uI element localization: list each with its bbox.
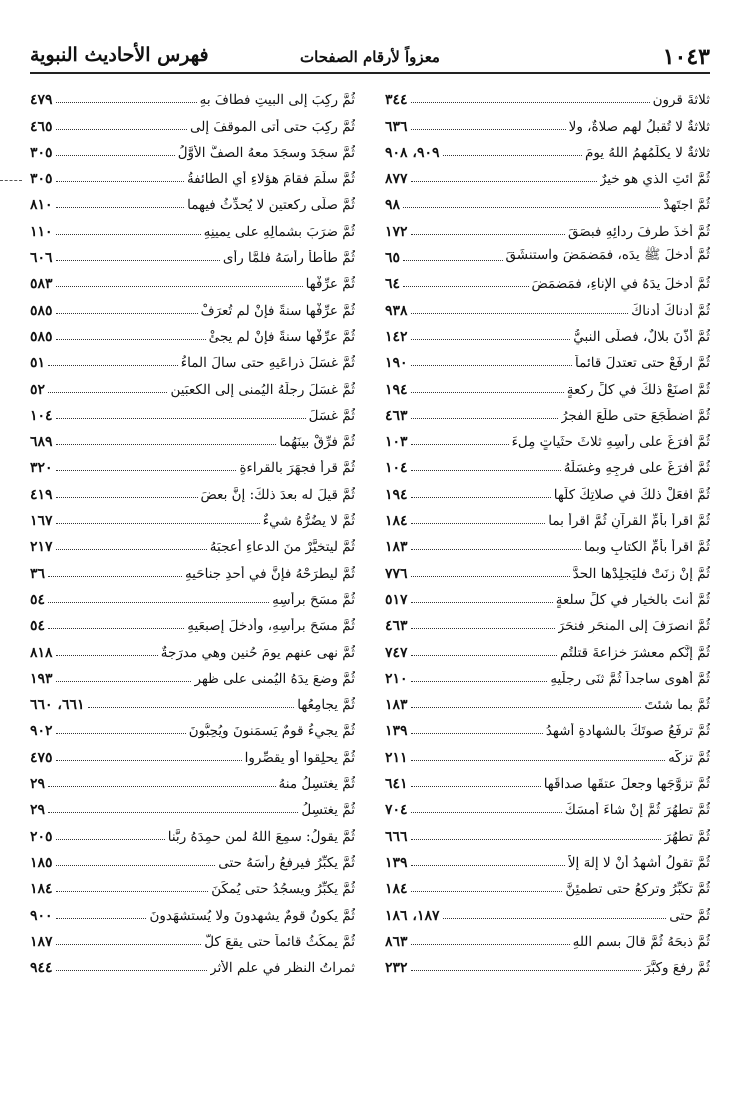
entry-text: ثُمَّ ترفَعُ صوتَكَ بالشهادةِ أشهدُ <box>545 723 710 740</box>
index-entry <box>385 187 710 213</box>
entry-text: ثمراتُ النظرِ في علمِ الأثرِ <box>210 960 355 977</box>
index-entry <box>30 818 355 844</box>
index-entry <box>30 345 355 371</box>
index-entry <box>385 608 710 634</box>
entry-text: ثُمَّ ائتِ الذي هو خيرٌ <box>599 171 710 188</box>
leader-dots <box>48 786 275 787</box>
page-ref: ٥١ <box>30 355 46 372</box>
leader-dots <box>56 497 198 498</box>
leader-dots <box>56 839 165 840</box>
entry-text: ثُمَّ ارفَعْ حتى تعتدلَ قائماً <box>575 355 710 372</box>
page-ref: ٥٨٥ <box>30 328 53 345</box>
page-ref: ٨١٨ <box>30 644 53 661</box>
leader-dots <box>48 392 167 393</box>
leader-dots <box>411 733 543 734</box>
entry-text: ثُمَّ سلَّمَ فقامَ هؤلاءِ أي الطائفةُ <box>186 171 355 188</box>
leader-dots <box>56 207 185 208</box>
index-entry <box>385 766 710 792</box>
entry-text: ثُمَّ مسَحَ برأسِهِ، وأدخلَ إصبعَيهِ <box>187 618 355 635</box>
entry-text: ثُمَّ ركِبَ إلى البيتِ فطافَ بهِ <box>199 92 355 109</box>
page-ref: ٤٦٥ <box>30 118 53 135</box>
page-ref: ٦٥ <box>385 250 401 267</box>
index-entry <box>385 555 710 581</box>
leader-dots <box>56 970 207 971</box>
page-ref: ١٠٤ <box>385 460 408 477</box>
index-entry <box>385 266 710 292</box>
entry-text: ثُمَّ تكبِّرُ وتركعُ حتى تطمئِنَّ <box>565 881 710 898</box>
index-entry <box>385 292 710 318</box>
page-ref: ٢١٧ <box>30 539 53 556</box>
entry-text: ثُمَّ اقرأْ بأُمِّ القرآنِ ثُمَّ اقرأْ بما <box>548 513 710 530</box>
leader-dots <box>411 839 662 840</box>
entry-text: ثُمَّ نهى عنهم يومَ حُنينٍ وهي مدرَجةٌ <box>160 644 355 661</box>
leader-dots <box>411 576 570 577</box>
index-entry <box>30 766 355 792</box>
entry-text: ثُمَّ يقولُ: سمِعَ اللهُ لمن حمِدَهُ ربَّنا <box>167 828 355 845</box>
entry-text: ثلاثةَ قرون <box>652 92 710 109</box>
leader-dots <box>56 102 197 103</box>
index-entry <box>30 555 355 581</box>
page-ref: ١٩٤ <box>385 381 408 398</box>
entry-text: ثُمَّ أنتَ بالخيارِ في كلِّ سلعةٍ <box>555 591 710 608</box>
leader-dots <box>56 129 187 130</box>
leader-dots <box>443 155 582 156</box>
page-ref: ١٩٤ <box>385 486 408 503</box>
index-entry <box>385 687 710 713</box>
leader-dots <box>411 102 650 103</box>
entry-text: ثُمَّ اقرأْ بأُمِّ الكتابِ وبما <box>584 539 710 556</box>
index-entry <box>30 108 355 134</box>
index-columns <box>30 82 710 976</box>
leader-dots <box>411 865 565 866</box>
entry-text: ثُمَّ يجيءُ قومٌ يَسمَنونَ ويُحِبُّونَ <box>188 723 355 740</box>
index-entry <box>385 161 710 187</box>
page-ref: ١٣٩ <box>385 854 408 871</box>
index-entry <box>385 398 710 424</box>
index-entry <box>30 240 355 266</box>
page-ref: ٨٦٣ <box>385 933 408 950</box>
leader-dots <box>411 418 558 419</box>
page-ref: ٤١٩ <box>30 486 53 503</box>
page-ref: ١٩٠ <box>385 355 408 372</box>
leader-dots <box>411 444 509 445</box>
entry-text: ثُمَّ قيلَ له بعدَ ذلكَ: إنَّ بعضَ <box>200 486 355 503</box>
page-ref: ١٨٤ <box>385 513 408 530</box>
entry-text: ثُمَّ غسَلَ <box>308 407 355 424</box>
index-entry <box>30 292 355 318</box>
entry-text: ثُمَّ سجَدَ وسجَدَ معهُ الصفُّ الأوَّلُ <box>177 144 355 161</box>
entry-text: ثُمَّ ليتخيَّرْ منَ الدعاءِ أعجبَهُ <box>209 539 355 556</box>
leader-dots <box>56 944 202 945</box>
index-entry <box>30 687 355 713</box>
page-ref: ٩٠٠ <box>30 907 53 924</box>
leader-dots <box>56 260 220 261</box>
entry-text: ثُمَّ أذَّنَ بلالٌ، فصلَّى النبيُّ <box>573 328 710 345</box>
entry-text: ثُمَّ انصرَفَ إلى المنحَرِ فنحَرَ <box>557 618 710 635</box>
leader-dots <box>411 523 546 524</box>
entry-text: ثُمَّ يحلِقوا أو يقصِّروا <box>244 749 355 766</box>
entry-text: ثُمَّ يجامِعُها <box>297 697 355 714</box>
entry-text: ثُمَّ إنَّكم معشرَ خزاعةَ قتلتُم <box>560 644 710 661</box>
leader-dots <box>403 286 528 287</box>
entry-text: ثُمَّ تقولُ أشهدُ أنْ لا إلهَ إلاَّ <box>567 854 710 871</box>
entry-text: ثُمَّ اضطَجَعَ حتى طلَعَ الفجرُ <box>560 407 710 424</box>
page-ref: ٧٠٤ <box>385 802 408 819</box>
left-column <box>30 82 355 976</box>
index-entry <box>30 792 355 818</box>
index-entry <box>385 82 710 108</box>
entry-text: ثُمَّ يغتسِلُ <box>301 802 355 819</box>
entry-text: ثُمَّ غسَلَ رجلَهُ اليُمنى إلى الكعبَينِ <box>170 381 355 398</box>
page-ref: ١٤٢ <box>385 328 408 345</box>
page-ref: ٢١٠ <box>385 670 408 687</box>
index-entry <box>385 582 710 608</box>
leader-dots <box>411 470 561 471</box>
entry-text: ثُمَّ طأطأ رأسَهُ فلمَّا رأى <box>222 250 355 267</box>
entry-text: ثُمَّ أهوى ساجداً ثُمَّ ثنَى رِجلَيهِ <box>550 670 710 687</box>
page-ref: ١٣٩ <box>385 723 408 740</box>
index-entry <box>30 187 355 213</box>
index-entry <box>30 450 355 476</box>
page-ref: ٩٣٨ <box>385 302 408 319</box>
entry-text: ثُمَّ رفعَ وكبَّرَ <box>644 960 710 977</box>
leader-dots <box>411 339 571 340</box>
entry-text: ثُمَّ إنْ زنَتْ فليَجلِدْها الحدَّ <box>572 565 710 582</box>
leader-dots <box>56 313 198 314</box>
entry-text: ثُمَّ عرِّفْها <box>305 276 355 293</box>
entry-text: ثُمَّ تطهُرَ <box>664 828 710 845</box>
page-ref: ٥٨٥ <box>30 302 53 319</box>
page-ref: ٩٤٤ <box>30 960 53 977</box>
leader-dots <box>411 497 551 498</box>
page-ref: ١٦٧ <box>30 513 53 530</box>
leader-dots <box>403 207 660 208</box>
index-entry <box>30 661 355 687</box>
page-ref: ٧٤٧ <box>385 644 408 661</box>
page-ref: ١٨٧ <box>30 933 53 950</box>
page-ref: ٣٠٥ <box>30 144 53 161</box>
leader-dots <box>411 313 629 314</box>
leader-dots <box>411 681 548 682</box>
leader-dots <box>443 918 667 919</box>
leader-dots <box>56 523 260 524</box>
page-ref: ٨٧٧ <box>385 171 408 188</box>
entry-text: ثلاثةٌ لا يكلِّمُهمُ اللهُ يومَ <box>584 144 710 161</box>
leader-dots <box>411 786 541 787</box>
entry-text: ثُمَّ اجتَهِدْ <box>663 197 710 214</box>
leader-dots <box>411 970 641 971</box>
page-ref: ١٨٣ <box>385 539 408 556</box>
leader-dots <box>411 812 562 813</box>
index-entry <box>30 398 355 424</box>
leader-dots <box>56 234 201 235</box>
entry-text: ثُمَّ أدناكَ أدناكَ <box>631 302 710 319</box>
page-ref: ٩٠٩، ٩٠٨ <box>385 144 440 161</box>
index-entry <box>385 950 710 976</box>
entry-text: ثُمَّ قرأَ فجهَرَ بالقراءةِ <box>239 460 355 477</box>
page-ref: ٥٢ <box>30 381 46 398</box>
page-ref: ٢٣٢ <box>385 960 408 977</box>
index-entry <box>385 818 710 844</box>
leader-dots <box>411 944 570 945</box>
index-entry <box>30 161 355 187</box>
page-ref: ١٩٣ <box>30 670 53 687</box>
leader-dots <box>56 865 216 866</box>
page-ref: ١٨٧، ١٨٦ <box>385 907 440 924</box>
page-ref: ٦٤١ <box>385 776 408 793</box>
index-entry <box>30 582 355 608</box>
index-entry <box>385 792 710 818</box>
index-entry <box>385 739 710 765</box>
leader-dots <box>411 760 666 761</box>
index-entry <box>30 213 355 239</box>
page-ref: ١٠٣ <box>385 434 408 451</box>
index-entry <box>385 345 710 371</box>
entry-text: ثُمَّ بما شئتَ <box>644 697 710 714</box>
leader-dots <box>56 891 209 892</box>
index-entry <box>385 634 710 660</box>
entry-text: ثُمَّ حتى <box>669 907 710 924</box>
entry-text: ثُمَّ غسَلَ ذراعَيهِ حتى سالَ الماءُ <box>180 355 355 372</box>
leader-dots <box>48 365 178 366</box>
page-ref: ٦٤ <box>385 276 401 293</box>
page-ref: ١٧٢ <box>385 223 408 240</box>
leader-dots <box>56 760 242 761</box>
leader-dots <box>48 602 269 603</box>
leader-dots <box>411 549 581 550</box>
index-entry <box>30 503 355 529</box>
page-ref: ٩٨ <box>385 197 401 214</box>
entry-text: ثُمَّ تزوَّجَها وجعلَ عتقَها صداقَها <box>543 776 710 793</box>
page-ref: ٢٩ <box>30 776 46 793</box>
index-entry <box>30 135 355 161</box>
page-ref: ٣٦ <box>30 565 46 582</box>
entry-text: ثُمَّ عرِّفْها سنةً فإنْ لم يجئْ <box>208 328 355 345</box>
index-entry <box>30 897 355 923</box>
index-entry <box>385 713 710 739</box>
page-ref: ٦٨٩ <box>30 434 53 451</box>
section-title: معزواً لأرقام الصفحات <box>300 48 440 66</box>
leader-dots <box>56 155 175 156</box>
index-entry <box>385 924 710 950</box>
entry-text: ثُمَّ أخذَ طرفَ ردائِهِ فبصَقَ <box>567 223 710 240</box>
index-entry <box>385 108 710 134</box>
leader-dots <box>88 707 295 708</box>
leader-dots <box>411 707 642 708</box>
index-entry <box>30 82 355 108</box>
entry-text: ثُمَّ يكونُ قومٌ يشهدونَ ولا يُستشهَدونَ <box>149 907 355 924</box>
entry-text: ثُمَّ يكبِّرُ فيرفعُ رأسَهُ حتى <box>218 854 355 871</box>
entry-text: ثُمَّ أدخلَ يدَهُ في الإناءِ، فمَضمَضَ <box>531 276 710 293</box>
index-entry <box>30 845 355 871</box>
leader-dots <box>411 365 572 366</box>
index-entry <box>385 871 710 897</box>
entry-text: ثُمَّ ليطرَحْهُ فإنَّ في أحدِ جناحَيهِ <box>184 565 355 582</box>
leader-dots <box>403 260 503 261</box>
index-entry <box>385 897 710 923</box>
leader-dots <box>48 812 298 813</box>
index-entry <box>30 424 355 450</box>
page-ref: ٣٤٤ <box>385 92 408 109</box>
leader-dots <box>48 628 184 629</box>
index-entry <box>385 135 710 161</box>
leader-dots <box>56 655 158 656</box>
entry-text: ثُمَّ لا يضُرُّهُ شيءٌ <box>262 513 355 530</box>
leader-dots <box>411 129 566 130</box>
index-entry <box>30 476 355 502</box>
leader-dots <box>56 444 277 445</box>
leader-dots <box>56 549 207 550</box>
leader-dots <box>411 392 564 393</box>
page-ref: ٥١٧ <box>385 591 408 608</box>
entry-text: ثُمَّ يغتسِلُ منهُ <box>278 776 355 793</box>
right-column <box>385 82 710 976</box>
index-entry <box>385 529 710 555</box>
index-entry <box>30 739 355 765</box>
page-ref: ٢٩ <box>30 802 46 819</box>
page-ref: ٥٤ <box>30 618 46 635</box>
entry-text: ثُمَّ فرِّقْ بينَهُما <box>279 434 355 451</box>
page-ref: ١٨٣ <box>385 697 408 714</box>
index-entry <box>385 450 710 476</box>
page-ref: ٤٧٩ <box>30 92 53 109</box>
entry-text: ثُمَّ ركِبَ حتى أتى الموقفَ إلى <box>189 118 355 135</box>
page-ref: ٣٢٠ <box>30 460 53 477</box>
page-ref: ٤٧٥ <box>30 749 53 766</box>
leader-dots <box>56 918 147 919</box>
index-entry <box>30 371 355 397</box>
leader-dots <box>411 181 597 182</box>
index-entry <box>30 319 355 345</box>
index-entry <box>30 871 355 897</box>
page-ref: ٧٧٦ <box>385 565 408 582</box>
entry-text: ثُمَّ صلَّى ركعتينِ لا يُحدِّثُ فيهِما <box>187 197 355 214</box>
entry-text: ثُمَّ افعَلْ ذلكَ في صلاتِكَ كلِّها <box>553 486 710 503</box>
entry-text: ثُمَّ يمكُثُ قائماً حتى يقعَ كلُّ <box>204 933 355 950</box>
page-ref: ١١٠ <box>30 223 53 240</box>
entry-text: ثُمَّ ضرَبَ بشمالِهِ على يمينِهِ <box>203 223 355 240</box>
leader-dots <box>411 234 565 235</box>
page-ref: ٦٠٦ <box>30 250 53 267</box>
index-entry <box>385 661 710 687</box>
index-entry <box>385 476 710 502</box>
page-ref: ٤٦٣ <box>385 407 408 424</box>
index-entry <box>385 213 710 239</box>
page-ref: ١٨٤ <box>385 881 408 898</box>
page-ref: ٢١١ <box>385 749 408 766</box>
margin-mark <box>0 180 22 181</box>
page-number: ١٠٤٣ <box>662 44 710 70</box>
entry-text: ثُمَّ تطهُرَ ثُمَّ إنْ شاءَ أمسَكَ <box>564 802 710 819</box>
index-entry <box>385 503 710 529</box>
entry-text: ثُمَّ عرِّفْها سنةً فإنْ لم تُعرَفْ <box>200 302 355 319</box>
entry-text: ثُمَّ أفرَغَ على فرجِهِ وغسَلَهُ <box>563 460 710 477</box>
entry-text: ثُمَّ اصنَعْ ذلكَ في كلِّ ركعةٍ <box>566 381 710 398</box>
page-ref: ٦٦١، ٦٦٠ <box>30 697 85 714</box>
index-entry <box>30 608 355 634</box>
leader-dots <box>411 602 553 603</box>
page-header <box>30 44 710 74</box>
index-entry <box>385 424 710 450</box>
entry-text: ثُمَّ وضعَ يدَهُ اليُمنى على ظهرِ <box>194 670 355 687</box>
index-entry <box>30 924 355 950</box>
leader-dots <box>56 418 306 419</box>
entry-text: ثُمَّ يكبِّرُ ويسجُدُ حتى يُمكِّنَ <box>211 881 355 898</box>
leader-dots <box>56 681 192 682</box>
leader-dots <box>411 628 555 629</box>
leader-dots <box>56 339 206 340</box>
page-ref: ٥٨٣ <box>30 276 53 293</box>
page-ref: ٩٠٢ <box>30 723 53 740</box>
leader-dots <box>56 470 237 471</box>
page-ref: ١٠٤ <box>30 407 53 424</box>
index-entry <box>385 319 710 345</box>
page-ref: ٦٣٦ <box>385 118 408 135</box>
entry-text: ثلاثةٌ لا تُقبلُ لهم صلاةٌ، ولا <box>568 118 710 135</box>
index-entry <box>30 266 355 292</box>
leader-dots <box>56 181 184 182</box>
page-ref: ٨١٠ <box>30 197 53 214</box>
leader-dots <box>48 576 182 577</box>
book-title: فهرس الأحاديث النبوية <box>30 44 209 66</box>
entry-text: ثُمَّ مسَحَ برأسِهِ <box>272 591 355 608</box>
leader-dots <box>56 286 303 287</box>
entry-text: ثُمَّ أدخلَ ﷺ يدَه، فمَضمَضَ واستنشَقَ <box>505 247 710 264</box>
leader-dots <box>411 655 557 656</box>
page-ref: ٢٠٥ <box>30 828 53 845</box>
page-ref: ٣٠٥ <box>30 171 53 188</box>
index-entry <box>385 240 710 266</box>
index-entry <box>30 634 355 660</box>
leader-dots <box>56 733 186 734</box>
index-entry <box>385 371 710 397</box>
index-entry <box>385 845 710 871</box>
page-ref: ٤٦٣ <box>385 618 408 635</box>
page-ref: ٥٤ <box>30 591 46 608</box>
page-ref: ٦٦٦ <box>385 828 408 845</box>
entry-text: ثُمَّ أفرَغَ على رأسِهِ ثلاثَ حثَياتٍ مِلءَ <box>511 434 710 451</box>
leader-dots <box>411 891 563 892</box>
index-entry <box>30 950 355 976</box>
entry-text: ثُمَّ تزكَّه <box>668 749 710 766</box>
entry-text: ثُمَّ ذبحَهُ ثُمَّ قالَ بسمِ اللهِ <box>572 933 710 950</box>
index-entry <box>30 713 355 739</box>
page-ref: ١٨٤ <box>30 881 53 898</box>
index-entry <box>30 529 355 555</box>
page-ref: ١٨٥ <box>30 854 53 871</box>
